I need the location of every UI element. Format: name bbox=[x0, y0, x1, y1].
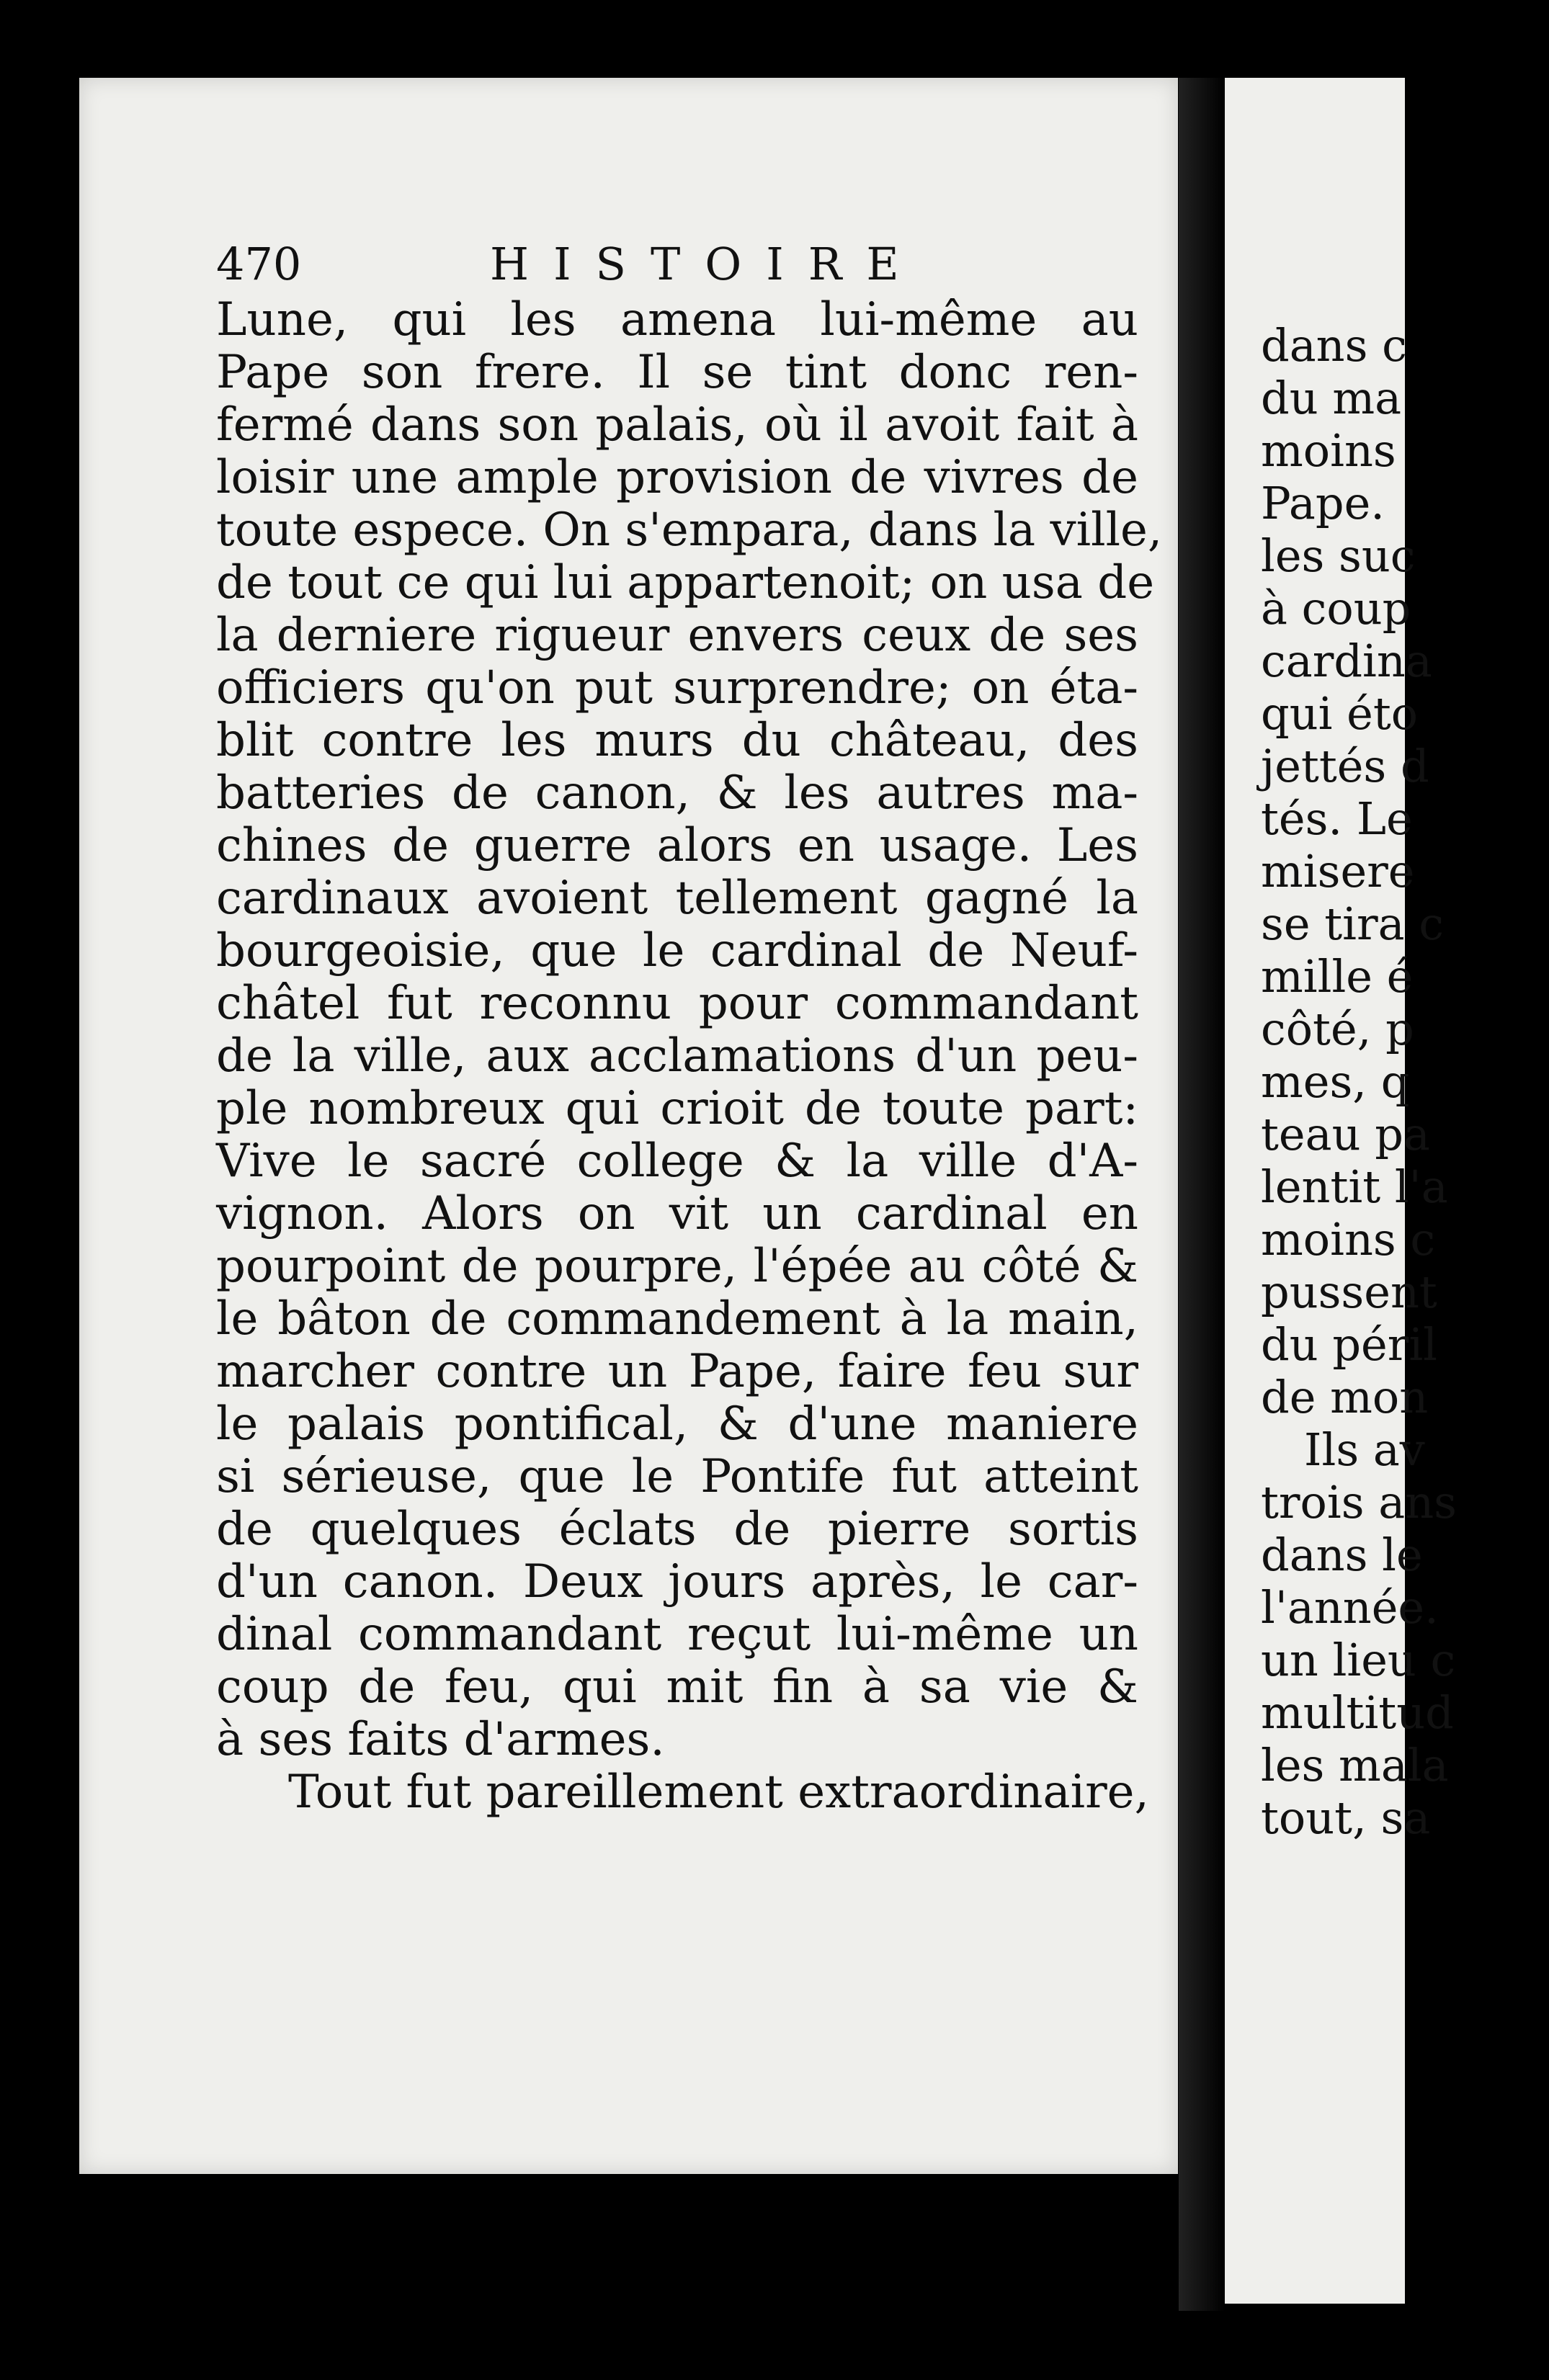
text-line: de tout ce qui lui appartenoit; on usa de bbox=[216, 556, 1155, 609]
text-line: coup de feu, qui mit fin à sa vie & bbox=[216, 1660, 1138, 1714]
right-line: du ma bbox=[1261, 372, 1402, 424]
right-line: les suc bbox=[1261, 529, 1416, 582]
text-line: dinal commandant reçut lui-même un bbox=[216, 1608, 1138, 1661]
right-line: tout, sa bbox=[1261, 1791, 1431, 1844]
right-line: teau pa bbox=[1261, 1108, 1430, 1160]
right-line: dans le bbox=[1261, 1529, 1423, 1581]
right-line: à coup bbox=[1261, 582, 1411, 635]
right-line: trois ans bbox=[1261, 1476, 1457, 1529]
text-line: le bâton de commandement à la main, bbox=[216, 1292, 1138, 1346]
right-line: dans c bbox=[1261, 319, 1407, 372]
right-page-text bbox=[1261, 319, 1549, 1844]
text-line: blit contre les murs du château, des bbox=[216, 714, 1138, 767]
right-line: lentit l'a bbox=[1261, 1160, 1448, 1213]
text-line: à ses faits d'armes. bbox=[216, 1713, 665, 1766]
text-line: cardinaux avoient tellement gagné la bbox=[216, 872, 1138, 925]
right-line: de mon bbox=[1261, 1371, 1429, 1423]
text-line: bourgeoisie, que le cardinal de Neuf- bbox=[216, 924, 1138, 978]
right-line: misere bbox=[1261, 845, 1415, 898]
text-line: marcher contre un Pape, faire feu sur bbox=[216, 1345, 1138, 1398]
text-line: pourpoint de pourpre, l'épée au côté & bbox=[216, 1240, 1138, 1293]
right-line: jettés d bbox=[1261, 740, 1429, 792]
right-line: l'année. bbox=[1261, 1581, 1439, 1634]
page-number: 470 bbox=[216, 238, 302, 290]
text-line: d'un canon. Deux jours après, le car- bbox=[216, 1555, 1138, 1609]
right-line: se tira c bbox=[1261, 898, 1444, 950]
book-gutter bbox=[1179, 78, 1225, 2311]
text-line: si sérieuse, que le Pontife fut atteint bbox=[216, 1450, 1138, 1503]
right-line: qui éto bbox=[1261, 687, 1419, 740]
text-line: Tout fut pareillement extraordinaire, bbox=[288, 1766, 1149, 1819]
right-line: moins bbox=[1261, 424, 1396, 477]
text-line: chines de guerre alors en usage. Les bbox=[216, 819, 1138, 872]
text-line: Lune, qui les amena lui-même au bbox=[216, 293, 1138, 346]
right-line: mille é bbox=[1261, 950, 1414, 1003]
text-line: loisir une ample provision de vivres de bbox=[216, 451, 1138, 504]
text-line: fermé dans son palais, où il avoit fait à bbox=[216, 398, 1138, 452]
text-line: Vive le sacré college & la ville d'A- bbox=[216, 1135, 1138, 1188]
right-line: cardina bbox=[1261, 635, 1432, 687]
right-page bbox=[1225, 78, 1457, 2304]
right-line: du péril bbox=[1261, 1318, 1438, 1371]
text-line: châtel fut reconnu pour commandant bbox=[216, 977, 1138, 1030]
text-line: ple nombreux qui crioit de toute part: bbox=[216, 1082, 1138, 1135]
left-page-text bbox=[216, 293, 1163, 1819]
right-line: un lieu c bbox=[1261, 1634, 1456, 1686]
right-line: moins c bbox=[1261, 1213, 1436, 1266]
text-line: le palais pontifical, & d'une maniere bbox=[216, 1397, 1138, 1451]
right-line: pussent bbox=[1261, 1266, 1437, 1318]
text-line: batteries de canon, & les autres ma- bbox=[216, 766, 1138, 820]
text-line: officiers qu'on put surprendre; on éta- bbox=[216, 661, 1138, 715]
right-line: tés. Le bbox=[1261, 792, 1413, 845]
right-line: Pape. bbox=[1261, 477, 1385, 529]
right-line: les mala bbox=[1261, 1739, 1449, 1791]
running-title: HISTOIRE bbox=[490, 238, 924, 290]
text-line: vignon. Alors on vit un cardinal en bbox=[216, 1187, 1138, 1240]
text-line: de quelques éclats de pierre sortis bbox=[216, 1503, 1138, 1556]
right-line: mes, q bbox=[1261, 1055, 1410, 1108]
right-line: Ils av bbox=[1304, 1423, 1425, 1476]
text-line: Pape son frere. Il se tint donc ren- bbox=[216, 346, 1138, 399]
right-line: multitud bbox=[1261, 1686, 1454, 1739]
text-line: toute espece. On s'empara, dans la ville, bbox=[216, 504, 1163, 557]
right-line: côté, p bbox=[1261, 1003, 1414, 1055]
text-line: de la ville, aux acclamations d'un peu- bbox=[216, 1029, 1138, 1083]
text-line: la derniere rigueur envers ceux de ses bbox=[216, 609, 1138, 662]
